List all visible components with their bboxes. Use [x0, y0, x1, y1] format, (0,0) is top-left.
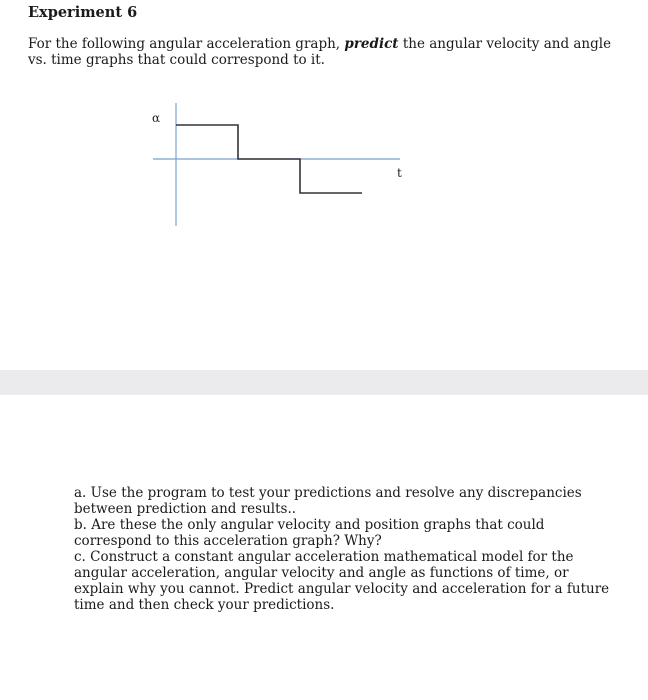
question-b: b. Are these the only angular velocity and position graphs that could correspond to this acceleration graph? Why?: [74, 517, 545, 549]
intro-paragraph: [28, 36, 628, 68]
angular-acceleration-graph: [140, 98, 420, 233]
intro-emphasis: predict: [344, 36, 399, 52]
graph-svg: [140, 98, 420, 233]
intro-text-before: For the following angular acceleration graph,: [28, 36, 345, 52]
question-a: a. Use the program to test your predictions and resolve any discrepancies between prediction and results..: [74, 485, 582, 517]
intro-text-after: the angular velocity and angle vs. time graphs that could correspond to it.: [28, 36, 612, 68]
y-axis-label: α: [152, 111, 161, 125]
experiment-title: Experiment 6: [28, 4, 138, 21]
question-c: c. Construct a constant angular acceleration mathematical model for the angular acceleration, angular velocity and angle as functions of time, or explain why you cannot. Predict angular velocity and acceleration for a future time and then check your predictions.: [74, 549, 610, 613]
x-axis-label: t: [397, 166, 402, 180]
section-divider: [0, 370, 648, 395]
questions-block: [74, 485, 614, 613]
